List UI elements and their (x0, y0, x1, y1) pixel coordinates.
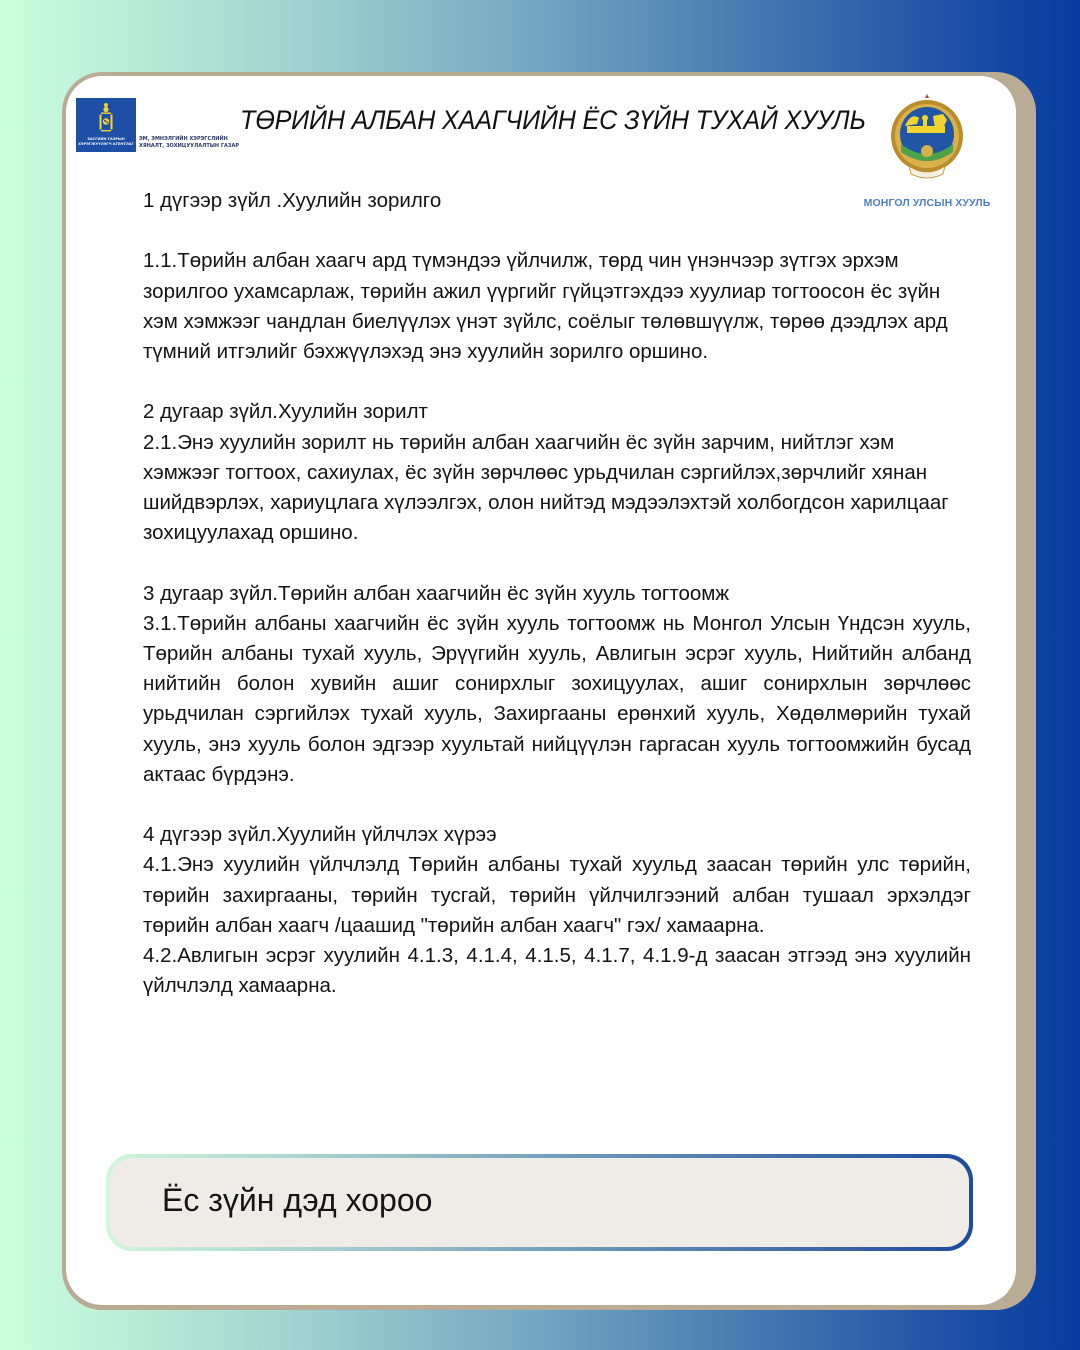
law-content (143, 186, 971, 1001)
state-emblem-caption: МОНГОЛ УЛСЫН ХУУЛЬ (863, 197, 991, 209)
article-paragraph: 4.1.Энэ хуулийн үйлчлэлд Төрийн албаны тухай хуульд заасан төрийн улс төрийн, төрийн захиргааны, төрийн тусгай, төрийн үйлчилгээний албан тушаал эрхэлдэг төрийн албан хаагч /цаашид "төрийн албан хаагч" гэх/ хамаарна. (143, 853, 971, 937)
footer-label: Ёс зүйн дэд хороо (162, 1182, 433, 1218)
article-heading: 3 дугаар зүйл.Төрийн албан хаагчийн ёс зүйн хууль тогтоомж (143, 581, 730, 605)
agency-name-text: ЭМ, ЭМНЭЛГИЙН ХЭРЭГСЛИЙН ХЯНАЛТ, ЗОХИЦУУЛАЛТЫН ГАЗАР (139, 136, 239, 149)
article-paragraph: 1.1.Төрийн албан хаагч ард түмэндээ үйлчилж, төрд чин үнэнчээр зүтгэх эрхэм зорилгоо ухамсарлаж, төрийн ажил үүргийг гүйцэтгэхдээ хуулиар тогтоосон ёс зүйн хэм хэмжээг чандлан биелүүлэх үнэт зүйлс, соёлыг төлөвшүүлж, төрөө дээдлэх ард түмний итгэлийг бэхжүүлэхэд энэ хуулийн зорилго оршино. (143, 249, 948, 363)
article-paragraph: 2.1.Энэ хуулийн зорилт нь төрийн албан хаагчийн ёс зүйн зарчим, нийтлэг хэм хэмжээг тогтоох, сахиулах, ёс зүйн зөрчлөөс урьдчилан сэргийлэх,зөрчлийг хянан шийдвэрлэх, хариуцлага хүлээлгэх, олон нийтэд мэдээлэхтэй холбогдсон харилцааг зохицуулахад оршино. (143, 430, 949, 545)
footer-banner (106, 1154, 973, 1251)
article-2 (143, 397, 971, 548)
article-1 (143, 186, 971, 367)
article-3 (143, 579, 971, 790)
soyombo-emblem-icon (99, 102, 113, 134)
state-emblem-icon (887, 94, 967, 184)
article-paragraph: 4.2.Авлигын эсрэг хуулийн 4.1.3, 4.1.4, 4.1.5, 4.1.7, 4.1.9-д заасан этгээд энэ хуулийн үйлчлэлд хамаарна. (143, 944, 971, 998)
footer-banner-inner (110, 1158, 969, 1247)
agency-logo (76, 98, 239, 154)
article-heading: 1 дүгээр зүйл .Хуулийн зорилго (143, 189, 442, 212)
page-title: ТӨРИЙН АЛБАН ХААГЧИЙН ЁС ЗҮЙН ТУХАЙ ХУУЛЬ (240, 105, 866, 135)
article-paragraph: 3.1.Төрийн албаны хаагчийн ёс зүйн хууль тогтоомж нь Монгол Улсын Үндсэн хууль, Төрийн албаны тухай хууль, Эрүүгийн хууль, Авлигын эсрэг хууль, Нийтийн албанд нийтийн болон хувийн ашиг сонирхлыг зохицуулах, ашиг сонирхлын зөрчлөөс урьдчилан сэргийлэх тухай хууль, Захиргааны ерөнхий хууль, Хөдөлмөрийн тухай хууль, энэ хууль болон эдгээр хуультай нийцүүлэн гаргасан хууль тогтоомжийн бусад актаас бүрдэнэ. (143, 611, 971, 786)
article-heading: 2 дугаар зүйл.Хуулийн зорилт (143, 400, 428, 424)
agency-logo-block-text: ЗАСГИЙН ГАЗРЫН ХЭРЭГЖҮҮЛЭГЧ АГЕНТЛАГ (78, 137, 134, 146)
article-4 (143, 820, 971, 1001)
article-heading: 4 дүгээр зүйл.Хуулийн үйлчлэх хүрээ (143, 823, 497, 847)
agency-logo-block (76, 98, 136, 152)
